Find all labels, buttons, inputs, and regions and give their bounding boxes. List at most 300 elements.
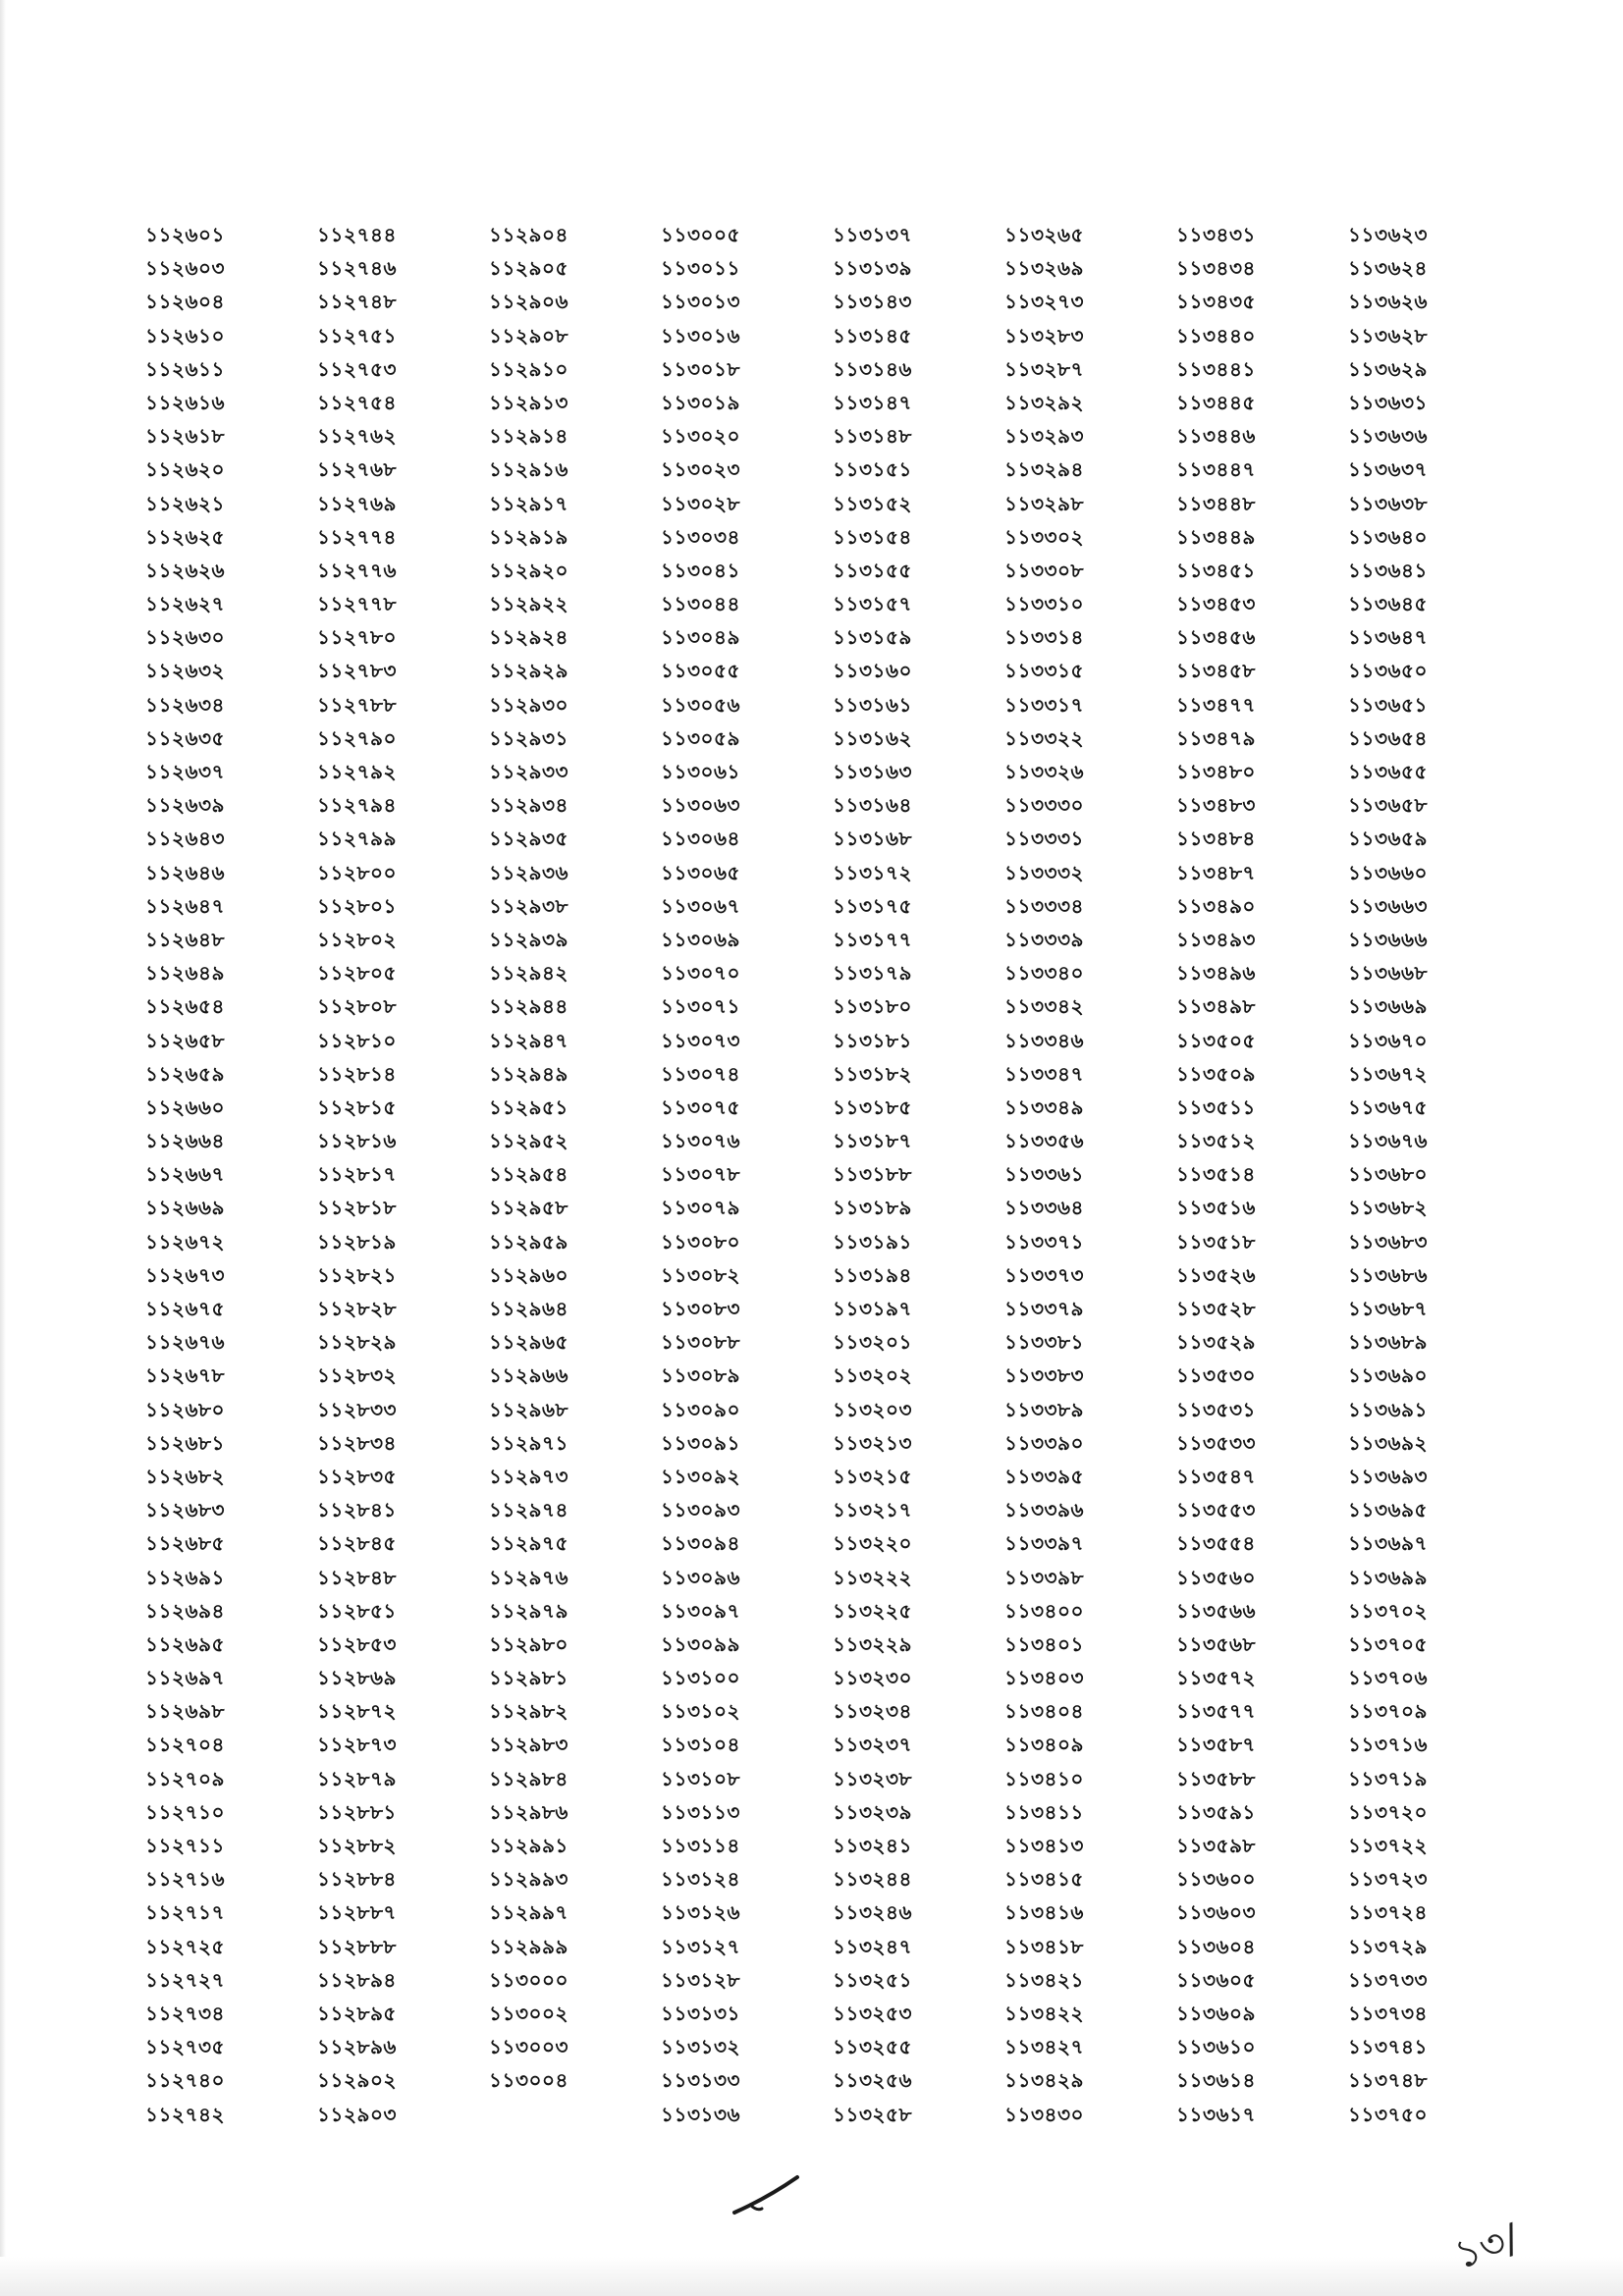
roll-number: ১১২৭৪২ <box>145 2102 225 2126</box>
roll-number: ১১৩০৮০ <box>661 1229 740 1254</box>
roll-number: ১১৩৪০০ <box>1004 1598 1084 1623</box>
roll-number: ১১৩৬৫৯ <box>1348 827 1428 851</box>
roll-number: ১১৩৪৮৩ <box>1176 793 1256 818</box>
roll-number: ১১২৯৭৪ <box>489 1498 568 1522</box>
roll-number: ১১২৬২৫ <box>145 524 225 549</box>
roll-number: ১১৩৬২৬ <box>1348 290 1428 314</box>
roll-number: ১১২৮৮৪ <box>317 1867 397 1892</box>
roll-number: ১১৩৭২০ <box>1348 1799 1428 1824</box>
roll-number: ১১৩৬৯০ <box>1348 1363 1428 1388</box>
roll-number: ১১৩১৮৫ <box>833 1095 912 1119</box>
roll-number: ১১২৮৯৪ <box>317 1967 397 1992</box>
scan-edge-bottom <box>0 2257 1623 2296</box>
roll-number: ১১২৭৯৪ <box>317 793 397 818</box>
roll-number: ১১৩০২৮ <box>661 491 740 515</box>
roll-number: ১১২৯৯৯ <box>489 1934 568 1958</box>
roll-number: ১১২৮১৯ <box>317 1229 397 1254</box>
roll-number: ১১২৬৮৫ <box>145 1531 225 1556</box>
roll-number: ১১৩৬০০ <box>1176 1867 1256 1892</box>
roll-number: ১১৩২১৭ <box>833 1498 912 1522</box>
roll-number: ১১৩২৪৬ <box>833 1900 912 1925</box>
roll-number: ১১৩৩১৪ <box>1004 625 1084 650</box>
roll-number: ১১২৬৬৯ <box>145 1196 225 1220</box>
roll-number: ১১৩৩৩৯ <box>1004 927 1084 951</box>
roll-number: ১১৩৩৪৯ <box>1004 1095 1084 1119</box>
roll-number: ১১৩৪৯৩ <box>1176 927 1256 951</box>
roll-number: ১১২৬৯৫ <box>145 1631 225 1656</box>
roll-number: ১১৩৪২৭ <box>1004 2035 1084 2059</box>
roll-number: ১১৩৬০৩ <box>1176 1900 1256 1925</box>
roll-number: ১১২৯৩৮ <box>489 893 568 918</box>
roll-number: ১১৩১৯১ <box>833 1229 912 1254</box>
roll-number: ১১২৭২৫ <box>145 1934 225 1958</box>
roll-number: ১১৩৪৫১ <box>1176 558 1256 582</box>
roll-number: ১১৩৭৩৩ <box>1348 1967 1428 1992</box>
roll-number: ১১২৬৫৯ <box>145 1061 225 1086</box>
roll-number: ১১৩৪১৮ <box>1004 1934 1084 1958</box>
roll-number: ১১৩০৪৯ <box>661 625 740 650</box>
roll-number: ১১৩৫৫৪ <box>1176 1531 1256 1556</box>
roll-number: ১১২৬৯৪ <box>145 1598 225 1623</box>
roll-number: ১১২৬৪৭ <box>145 893 225 918</box>
roll-number: ১১৩৬০৫ <box>1176 1967 1256 1992</box>
roll-number: ১১২৮১৬ <box>317 1129 397 1153</box>
roll-number: ১১২৯২২ <box>489 592 568 616</box>
roll-number: ১১৩৩৯৮ <box>1004 1565 1084 1589</box>
roll-number: ১১৩০৭০ <box>661 961 740 986</box>
roll-number: ১১৩০৭৬ <box>661 1129 740 1153</box>
roll-number: ১১৩১৯৪ <box>833 1262 912 1287</box>
roll-number: ১১২৮৭৯ <box>317 1766 397 1790</box>
roll-number: ১১২৭৪০ <box>145 2068 225 2093</box>
roll-number: ১১৩৪১১ <box>1004 1799 1084 1824</box>
roll-number: ১১২৯১৯ <box>489 524 568 549</box>
roll-number: ১১৩৭২৪ <box>1348 1900 1428 1925</box>
roll-number: ১১২৮৫১ <box>317 1598 397 1623</box>
roll-number-grid <box>145 218 1520 2131</box>
roll-number: ১১২৮৩৫ <box>317 1464 397 1488</box>
roll-number: ১১২৯৮৬ <box>489 1799 568 1824</box>
roll-number: ১১৩৬৯৯ <box>1348 1565 1428 1589</box>
roll-number: ১১৩২৩৮ <box>833 1766 912 1790</box>
roll-number: ১১৩৪৯৬ <box>1176 961 1256 986</box>
roll-number: ১১২৮৬৯ <box>317 1666 397 1690</box>
roll-number: ১১৩০৫৯ <box>661 725 740 750</box>
roll-number: ১১৩১৩৭ <box>833 223 912 246</box>
roll-number: ১১৩৫১৪ <box>1176 1162 1256 1187</box>
roll-number: ১১২৯০২ <box>317 2068 397 2093</box>
roll-number: ১১৩১৩২ <box>661 2035 740 2059</box>
roll-number: ১১৩৫১১ <box>1176 1095 1256 1119</box>
roll-number: ১১৩৩৮১ <box>1004 1330 1084 1355</box>
roll-number: ১১২৬৯১ <box>145 1565 225 1589</box>
roll-number: ১১৩৬৩৮ <box>1348 491 1428 515</box>
roll-number: ১১২৭৮৮ <box>317 692 397 717</box>
roll-number: ১১৩৩৯০ <box>1004 1430 1084 1455</box>
roll-number: ১১৩৪৪৭ <box>1176 457 1256 482</box>
roll-number: ১১৩৬৮২ <box>1348 1196 1428 1220</box>
roll-number: ১১৩০৬৯ <box>661 927 740 951</box>
roll-number: ১১২৬৮১ <box>145 1430 225 1455</box>
roll-number: ১১২৮০২ <box>317 927 397 951</box>
roll-number: ১১২৯৮০ <box>489 1631 568 1656</box>
roll-number: ১১৩৬৫০ <box>1348 659 1428 683</box>
roll-number: ১১৩১৭৭ <box>833 927 912 951</box>
roll-number: ১১২৬৭২ <box>145 1229 225 1254</box>
roll-number: ১১৩৩৪৭ <box>1004 1061 1084 1086</box>
roll-number: ১১৩৪৫৬ <box>1176 625 1256 650</box>
roll-number: ১১৩৬৯১ <box>1348 1397 1428 1421</box>
roll-number: ১১৩১৮৮ <box>833 1162 912 1187</box>
roll-number: ১১৩৩৪২ <box>1004 994 1084 1019</box>
roll-number: ১১৩৭০৫ <box>1348 1631 1428 1656</box>
roll-number: ১১৩২৩৪ <box>833 1699 912 1724</box>
roll-number: ১১৩১৩৯ <box>833 256 912 281</box>
roll-number: ১১৩৩৭৩ <box>1004 1262 1084 1287</box>
roll-number: ১১৩২০১ <box>833 1330 912 1355</box>
roll-number: ১১২৯৬৫ <box>489 1330 568 1355</box>
roll-number: ১১৩০৭৫ <box>661 1095 740 1119</box>
roll-number: ১১৩২৮৩ <box>1004 323 1084 347</box>
roll-number: ১১৩৫৬০ <box>1176 1565 1256 1589</box>
roll-number: ১১৩৬২৯ <box>1348 356 1428 381</box>
roll-number: ১১৩৬৮৩ <box>1348 1229 1428 1254</box>
roll-number: ১১২৮১৭ <box>317 1162 397 1187</box>
roll-number: ১১৩০৪৪ <box>661 592 740 616</box>
roll-number: ১১২৯১৭ <box>489 491 568 515</box>
roll-number: ১১২৯৩৫ <box>489 827 568 851</box>
roll-number: ১১২৬২৬ <box>145 558 225 582</box>
roll-number: ১১৩৬৪১ <box>1348 558 1428 582</box>
roll-number: ১১৩৪৪১ <box>1176 356 1256 381</box>
roll-number: ১১২৮৫৩ <box>317 1631 397 1656</box>
roll-number: ১১৩১৫৯ <box>833 625 912 650</box>
roll-number: ১১২৬৮০ <box>145 1397 225 1421</box>
roll-number: ১১২৯২০ <box>489 558 568 582</box>
roll-number: ১১৩৩৭৯ <box>1004 1297 1084 1320</box>
roll-number: ১১২৮৮১ <box>317 1799 397 1824</box>
roll-number: ১১৩১৩৩ <box>661 2068 740 2093</box>
roll-number: ১১৩০৯০ <box>661 1397 740 1421</box>
roll-number: ১১৩৬৮৭ <box>1348 1297 1428 1320</box>
roll-number: ১১২৯৬৮ <box>489 1397 568 1421</box>
roll-number: ১১৩৬৮৯ <box>1348 1330 1428 1355</box>
roll-number: ১১২৬৯৭ <box>145 1666 225 1690</box>
roll-number: ১১২৮৭৩ <box>317 1733 397 1757</box>
roll-number: ১১৩৭১৬ <box>1348 1733 1428 1757</box>
roll-number: ১১৩২৭৩ <box>1004 290 1084 314</box>
roll-number: ১১২৭১০ <box>145 1799 225 1824</box>
roll-number: ১১২৭৭৬ <box>317 558 397 582</box>
roll-number: ১১২৬২৭ <box>145 592 225 616</box>
roll-number: ১১৩৭৪৮ <box>1348 2068 1428 2093</box>
roll-number: ১১২৬১১ <box>145 356 225 381</box>
roll-number: ১১৩৬৬৩ <box>1348 893 1428 918</box>
roll-number: ১১২৯১০ <box>489 356 568 381</box>
roll-number: ১১২৮০১ <box>317 893 397 918</box>
roll-number: ১১৩৪১৫ <box>1004 1867 1084 1892</box>
roll-number: ১১২৯০৬ <box>489 290 568 314</box>
roll-number: ১১২৭৩৪ <box>145 2001 225 2025</box>
roll-number: ১১২৯৩০ <box>489 692 568 717</box>
roll-number: ১১৩৬১৭ <box>1176 2102 1256 2126</box>
roll-number: ১১২৬৪৬ <box>145 860 225 884</box>
roll-number: ১১৩৫৬৮ <box>1176 1631 1256 1656</box>
roll-number: ১১২৯০৩ <box>317 2102 397 2126</box>
roll-number: ১১৩৬৫৮ <box>1348 793 1428 818</box>
roll-number: ১১২৯৩৯ <box>489 927 568 951</box>
roll-number: ১১২৮৩২ <box>317 1363 397 1388</box>
roll-number: ১১২৯১৩ <box>489 390 568 414</box>
roll-number: ১১৩১৮১ <box>833 1028 912 1052</box>
roll-number: ১১২৮২৯ <box>317 1330 397 1355</box>
roll-number: ১১৩২৯২ <box>1004 390 1084 414</box>
roll-number: ১১৩৩৮৯ <box>1004 1397 1084 1421</box>
roll-number: ১১২৭৪৪ <box>317 223 397 246</box>
roll-number: ১১৩৪৭৭ <box>1176 692 1256 717</box>
roll-number: ১১৩১২৪ <box>661 1867 740 1892</box>
roll-number: ১১৩৫২৮ <box>1176 1297 1256 1320</box>
roll-number: ১১৩৩৪৬ <box>1004 1028 1084 1052</box>
roll-number: ১১২৯৬০ <box>489 1262 568 1287</box>
roll-number: ১১২৬৩০ <box>145 625 225 650</box>
roll-number: ১১২৮৪৮ <box>317 1565 397 1589</box>
roll-number: ১১২৭৯৯ <box>317 827 397 851</box>
roll-number: ১১২৯১৬ <box>489 457 568 482</box>
roll-number: ১১৩২৫৬ <box>833 2068 912 2093</box>
roll-number: ১১৩৬৩৭ <box>1348 457 1428 482</box>
roll-number: ১১৩২৩০ <box>833 1666 912 1690</box>
roll-number: ১১২৬১০ <box>145 323 225 347</box>
roll-number: ১১৩৫৫৩ <box>1176 1498 1256 1522</box>
roll-number: ১১৩৬৭৬ <box>1348 1129 1428 1153</box>
roll-number: ১১২৯০৮ <box>489 323 568 347</box>
roll-number: ১১৩৪২১ <box>1004 1967 1084 1992</box>
roll-number: ১১৩৬৪৫ <box>1348 592 1428 616</box>
roll-number: ১১৩০১৮ <box>661 356 740 381</box>
roll-number: ১১২৮৪৫ <box>317 1531 397 1556</box>
roll-number: ১১২৭১৬ <box>145 1867 225 1892</box>
roll-number: ১১৩০৩৪ <box>661 524 740 549</box>
page-number: ১৩/ <box>1449 2216 1525 2279</box>
roll-number: ১১৩২৫১ <box>833 1967 912 1992</box>
roll-number: ১১৩৭২৩ <box>1348 1867 1428 1892</box>
roll-number: ১১৩৩১৫ <box>1004 659 1084 683</box>
roll-number: ১১২৭২৭ <box>145 1967 225 1992</box>
roll-number: ১১৩০৬৪ <box>661 827 740 851</box>
roll-number: ১১৩৫৯৮ <box>1176 1834 1256 1857</box>
roll-number: ১১২৭৮৩ <box>317 659 397 683</box>
roll-number: ১১৩৩২২ <box>1004 725 1084 750</box>
roll-number: ১১৩২৮৭ <box>1004 356 1084 381</box>
roll-number: ১১৩২০২ <box>833 1363 912 1388</box>
roll-number: ১১৩২২৫ <box>833 1598 912 1623</box>
roll-number: ১১২৯৭৬ <box>489 1565 568 1589</box>
roll-number: ১১৩০৭৪ <box>661 1061 740 1086</box>
roll-number: ১১২৬৭৬ <box>145 1330 225 1355</box>
roll-number: ১১২৬৩৯ <box>145 793 225 818</box>
roll-number: ১১৩৫০৫ <box>1176 1028 1256 1052</box>
roll-number: ১১৩০৮২ <box>661 1262 740 1287</box>
roll-number: ১১৩০৭৯ <box>661 1196 740 1220</box>
roll-number: ১১৩০০০ <box>489 1967 568 1992</box>
roll-number: ১১২৬০৩ <box>145 256 225 281</box>
roll-number: ১১২৬৩৪ <box>145 692 225 717</box>
roll-number: ১১৩৪৮৪ <box>1176 827 1256 851</box>
roll-number: ১১৩৭০২ <box>1348 1598 1428 1623</box>
roll-number: ১১৩২৬৫ <box>1004 223 1084 246</box>
roll-number: ১১৩৭৪১ <box>1348 2035 1428 2059</box>
roll-number: ১১৩৪২২ <box>1004 2001 1084 2025</box>
roll-number: ১১৩০১১ <box>661 256 740 281</box>
roll-number: ১১৩৭১৯ <box>1348 1766 1428 1790</box>
roll-number: ১১২৯৫৯ <box>489 1229 568 1254</box>
roll-number: ১১৩০১৬ <box>661 323 740 347</box>
roll-number: ১১৩৬২৮ <box>1348 323 1428 347</box>
roll-number: ১১২৯৯৭ <box>489 1900 568 1925</box>
roll-number: ১১৩৩০৮ <box>1004 558 1084 582</box>
roll-number: ১১৩৪৪০ <box>1176 323 1256 347</box>
roll-number: ১১২৭৪৬ <box>317 256 397 281</box>
roll-number: ১১২৬২০ <box>145 457 225 482</box>
roll-number: ১১৩৩৯৫ <box>1004 1464 1084 1488</box>
roll-number: ১১৩১৫১ <box>833 457 912 482</box>
roll-number: ১১৩৪১৩ <box>1004 1834 1084 1857</box>
roll-number: ১১৩৬৬৮ <box>1348 961 1428 986</box>
roll-number: ১১২৬৫৮ <box>145 1028 225 1052</box>
roll-number: ১১৩৩৯৬ <box>1004 1498 1084 1522</box>
roll-number: ১১৩৩৩০ <box>1004 793 1084 818</box>
roll-number: ১১৩২২৯ <box>833 1631 912 1656</box>
roll-number: ১১২৮৪১ <box>317 1498 397 1522</box>
roll-number: ১১২৯৭৫ <box>489 1531 568 1556</box>
roll-number: ১১৩১৮৯ <box>833 1196 912 1220</box>
roll-number: ১১২৬৯৮ <box>145 1699 225 1724</box>
roll-number: ১১২৬৪৯ <box>145 961 225 986</box>
roll-number: ১১৩৪৪৯ <box>1176 524 1256 549</box>
roll-number: ১১৩২৫৮ <box>833 2102 912 2126</box>
roll-number: ১১২৭০৪ <box>145 1733 225 1757</box>
roll-number: ১১৩০৬১ <box>661 760 740 783</box>
roll-number: ১১৩৭০৯ <box>1348 1699 1428 1724</box>
roll-number: ১১৩৭৫০ <box>1348 2102 1428 2126</box>
roll-number: ১১৩৪৩১ <box>1176 223 1256 246</box>
roll-number: ১১২৯৫৮ <box>489 1196 568 1220</box>
roll-number: ১১৩১১৪ <box>661 1834 740 1857</box>
roll-number: ১১৩৬৯৭ <box>1348 1531 1428 1556</box>
roll-number: ১১২৯৫২ <box>489 1129 568 1153</box>
roll-number: ১১৩৫৭৭ <box>1176 1699 1256 1724</box>
roll-number: ১১৩০০২ <box>489 2001 568 2025</box>
roll-number: ১১৩০১৩ <box>661 290 740 314</box>
roll-number: ১১২৯৮২ <box>489 1699 568 1724</box>
roll-number: ১১৩০৯৬ <box>661 1565 740 1589</box>
roll-number: ১১২৮৩৪ <box>317 1430 397 1455</box>
roll-number: ১১৩০৭৮ <box>661 1162 740 1187</box>
roll-number: ১১৩৩৩১ <box>1004 827 1084 851</box>
roll-number: ১১৩১২৮ <box>661 1967 740 1992</box>
roll-number: ১১৩১৬২ <box>833 725 912 750</box>
roll-number: ১১২৯৭১ <box>489 1430 568 1455</box>
roll-number: ১১২৭৮০ <box>317 625 397 650</box>
roll-number: ১১৩২৩৯ <box>833 1799 912 1824</box>
roll-number: ১১৩৪৫৮ <box>1176 659 1256 683</box>
roll-number: ১১২৯৫১ <box>489 1095 568 1119</box>
roll-number: ১১৩৫৮৭ <box>1176 1733 1256 1757</box>
roll-number: ১১২৯৪৯ <box>489 1061 568 1086</box>
roll-number: ১১২৬১৮ <box>145 424 225 449</box>
roll-number: ১১২৬৬৪ <box>145 1129 225 1153</box>
roll-number: ১১২৮৩৩ <box>317 1397 397 1421</box>
roll-number: ১১৩৩৫৬ <box>1004 1129 1084 1153</box>
roll-number: ১১৩৬০৪ <box>1176 1934 1256 1958</box>
roll-number: ১১২৮৯৬ <box>317 2035 397 2059</box>
roll-number: ১১৩৪২৯ <box>1004 2068 1084 2093</box>
roll-number: ১১৩২৯৪ <box>1004 457 1084 482</box>
roll-number: ১১২৯৪৭ <box>489 1028 568 1052</box>
roll-number: ১১৩১৮০ <box>833 994 912 1019</box>
roll-number: ১১২৮১০ <box>317 1028 397 1052</box>
roll-number: ১১৩০৯৩ <box>661 1498 740 1522</box>
roll-number: ১১২৬০১ <box>145 223 225 246</box>
roll-number: ১১৩৬৪০ <box>1348 524 1428 549</box>
roll-number: ১১৩১৭৯ <box>833 961 912 986</box>
roll-number: ১১৩২১৫ <box>833 1464 912 1488</box>
roll-number: ১১৩২৯৩ <box>1004 424 1084 449</box>
roll-number: ১১২৭০৯ <box>145 1766 225 1790</box>
roll-number: ১১৩৪১৬ <box>1004 1900 1084 1925</box>
scan-edge-left <box>0 0 6 2296</box>
roll-number: ১১৩৬৮৬ <box>1348 1262 1428 1287</box>
roll-number: ১১৩৪০৯ <box>1004 1733 1084 1757</box>
roll-number: ১১২৭৭৪ <box>317 524 397 549</box>
roll-number: ১১২৯৬৬ <box>489 1363 568 1388</box>
roll-number: ১১২৬৫৪ <box>145 994 225 1019</box>
roll-number: ১১৩৫৪৭ <box>1176 1464 1256 1488</box>
roll-number: ১১২৬৩২ <box>145 659 225 683</box>
roll-number: ১১৩১৬৪ <box>833 793 912 818</box>
roll-number: ১১২৬৩৫ <box>145 725 225 750</box>
roll-number: ১১২৯৬৪ <box>489 1297 568 1320</box>
roll-number: ১১৩১৫৪ <box>833 524 912 549</box>
roll-number: ১১২৮০৮ <box>317 994 397 1019</box>
roll-number: ১১৩৬৫৪ <box>1348 725 1428 750</box>
roll-number: ১১২৭৯২ <box>317 760 397 783</box>
roll-number: ১১৩৩৮৩ <box>1004 1363 1084 1388</box>
roll-number: ১১৩২৯৮ <box>1004 491 1084 515</box>
roll-number: ১১২৯৯১ <box>489 1834 568 1857</box>
roll-number: ১১৩৪৯০ <box>1176 893 1256 918</box>
roll-number: ১১২৯০৫ <box>489 256 568 281</box>
roll-number: ১১২৯৩১ <box>489 725 568 750</box>
roll-number: ১১৩১৫৭ <box>833 592 912 616</box>
roll-number: ১১৩৬৯২ <box>1348 1430 1428 1455</box>
roll-number: ১১৩৩১০ <box>1004 592 1084 616</box>
roll-number: ১১২৯১৪ <box>489 424 568 449</box>
roll-number: ১১৩৫৯১ <box>1176 1799 1256 1824</box>
roll-number: ১১৩৫২৯ <box>1176 1330 1256 1355</box>
roll-number: ১১৩৫৩১ <box>1176 1397 1256 1421</box>
roll-number: ১১৩১০২ <box>661 1699 740 1724</box>
roll-number: ১১৩৬৫১ <box>1348 692 1428 717</box>
roll-number: ১১২৮১৪ <box>317 1061 397 1086</box>
roll-number: ১১৩৬৭৫ <box>1348 1095 1428 1119</box>
roll-number: ১১৩১০৪ <box>661 1733 740 1757</box>
roll-number: ১১৩০২০ <box>661 424 740 449</box>
roll-number: ১১৩৬১৪ <box>1176 2068 1256 2093</box>
roll-number: ১১৩৭০৬ <box>1348 1666 1428 1690</box>
roll-number: ১১৩১৮২ <box>833 1061 912 1086</box>
